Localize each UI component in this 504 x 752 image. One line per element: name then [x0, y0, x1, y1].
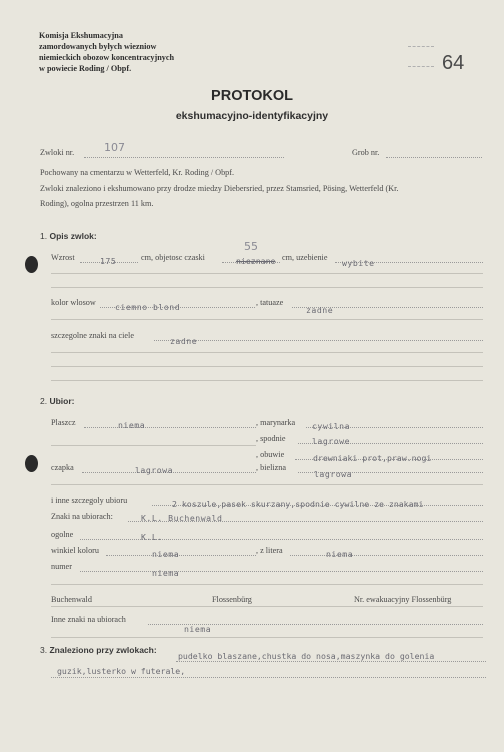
obuwie-value: drewniaki prot,praw.nogi	[313, 453, 432, 463]
marynarka-value: cywilna	[312, 421, 351, 431]
intro-line-3: Roding), ogolna przestrzen 11 km.	[40, 199, 154, 208]
litera-label: , z litera	[256, 546, 283, 555]
inne-znaki-label: Inne znaki na ubiorach	[51, 615, 126, 624]
spodnie-value: lagrowe	[312, 436, 351, 446]
znaki-cialo-label: szczegolne znaki na ciele	[51, 331, 134, 340]
obuwie-label: , obuwie	[256, 450, 285, 459]
litera-value: niema	[326, 549, 354, 559]
document-title: PROTOKOL	[211, 88, 293, 104]
znaki-ubior-label: Znaki na ubiorach:	[51, 512, 113, 521]
objetosc-label: cm, objetosc czaski	[141, 253, 205, 262]
ogolne-label: ogolne	[51, 530, 74, 539]
zwloki-label: Zwloki nr.	[40, 148, 75, 157]
plaszcz-value: niema	[118, 420, 146, 430]
header-line-2: zamordowanych byłych wiezniow	[39, 42, 157, 51]
intro-line-1: Pochowany na cmentarzu w Wetterfeld, Kr. Roding / Obpf.	[40, 168, 235, 177]
tatuaze-value: zadne	[306, 305, 334, 315]
commission-header	[39, 30, 174, 74]
kolor-label: kolor wlosow	[51, 298, 96, 307]
winkiel-value: niema	[152, 549, 180, 559]
intro-line-2: Zwloki znaleziono i ekshumowano przy drodze miedzy Diebersried, przez Stamsried, Pösing, Wetterfeld (Kr.	[40, 184, 399, 193]
flossenburg-label: Flossenbürg	[212, 595, 252, 604]
bielizna-value: lagrowa	[314, 469, 353, 479]
czapka-value: lagrowa	[135, 465, 174, 475]
punch-hole-top	[25, 256, 38, 273]
czaska-value: 55	[244, 240, 258, 253]
spodnie-label: , spodnie	[256, 434, 286, 443]
winkiel-label: winkiel koloru	[51, 546, 99, 555]
kolor-value: ciemno blond	[115, 302, 181, 312]
ewakuacyjny-label: Nr. ewakuacyjny Flossenbürg	[354, 595, 452, 604]
znaleziono-line-2: guzik,lusterko w futerale,	[57, 666, 186, 676]
znaki-ubior-value: K.L. Buchenwald	[141, 513, 223, 523]
header-line-4: w powiecie Roding / Obpf.	[39, 64, 132, 73]
inne-szczegoly-value: 2 koszule,pasek skurzany,spodnie cywilne ze znakami	[172, 499, 424, 509]
uzebienie-value: wybite	[342, 258, 375, 268]
grob-label: Grob nr.	[352, 148, 380, 157]
uzebienie-label: cm, uzebienie	[282, 253, 328, 262]
czapka-label: czapka	[51, 463, 74, 472]
marynarka-label: , marynarka	[256, 418, 296, 427]
inne-szczegoly-label: i inne szczegoly ubioru	[51, 496, 128, 505]
ogolne-value: K.L.	[141, 532, 163, 542]
punch-hole-bottom	[25, 455, 38, 472]
znaleziono-line-1: pudelko blaszane,chustka do nosa,maszynka do golenia	[178, 651, 435, 661]
section-opis-heading: 1. Opis zwlok:	[40, 231, 97, 241]
bielizna-label: , bielizna	[256, 463, 287, 472]
numer-label: numer	[51, 562, 72, 571]
inne-znaki-value: niema	[184, 624, 212, 634]
plaszcz-label: Plaszcz	[51, 418, 76, 427]
znaki-cialo-value: zadne	[170, 336, 198, 346]
document-subtitle: ekshumacyjno-identyfikacyjny	[175, 110, 329, 122]
numer-value: niema	[152, 568, 180, 578]
section-znaleziono-heading: 3. Znaleziono przy zwlokach:	[40, 645, 157, 655]
page-number: 64	[442, 52, 465, 74]
section-ubior-heading: 2. Ubior:	[40, 396, 75, 406]
header-line-3: niemieckich obozow koncentracyjnych	[39, 53, 175, 62]
buchenwald-label: Buchenwald	[51, 595, 92, 604]
zwloki-number: 107	[104, 141, 125, 154]
czaska-struck-value: nieznane	[236, 256, 276, 266]
header-line-1: Komisja Ekshumacyjna	[39, 31, 123, 40]
tatuaze-label: , tatuaze	[256, 298, 284, 307]
wzrost-value: 175	[100, 256, 117, 266]
wzrost-label: Wzrost	[51, 253, 75, 262]
